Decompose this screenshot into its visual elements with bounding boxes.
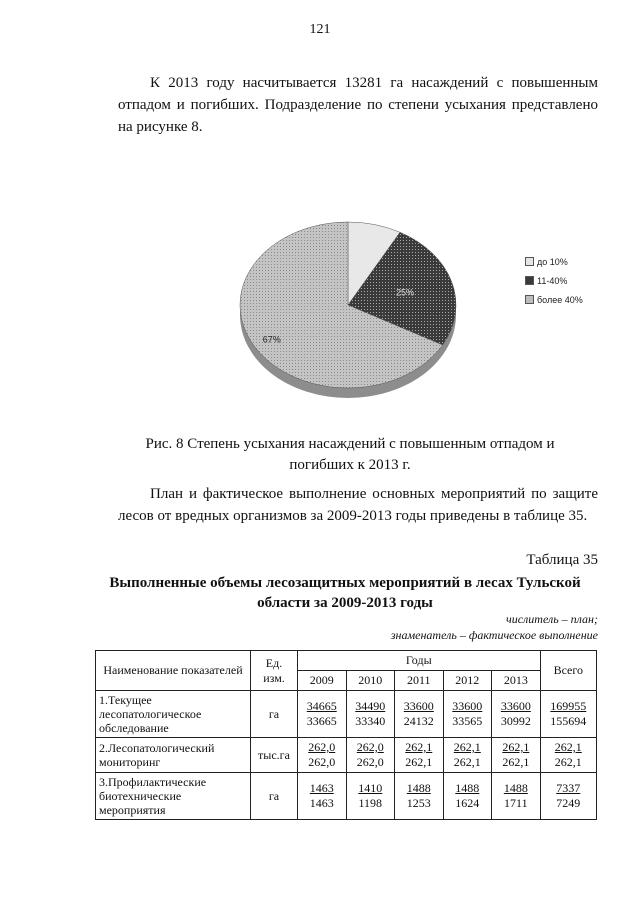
value-cell	[346, 773, 395, 820]
value-cell	[492, 738, 541, 773]
value-cell	[443, 773, 492, 820]
chart-legend	[525, 252, 583, 309]
value-cell	[298, 691, 347, 738]
value-cell	[346, 738, 395, 773]
legend-label-3: более 40%	[537, 294, 583, 305]
plan-value: 1463	[309, 781, 334, 795]
plan-value: 262,0	[308, 740, 336, 754]
pie-data-label-2: 67%	[262, 334, 281, 345]
table-notes	[391, 611, 598, 643]
header-name: Наименование показателей	[96, 651, 251, 691]
fact-value: 262,1	[405, 755, 433, 769]
value-cell	[395, 773, 444, 820]
table-row	[96, 773, 597, 820]
plan-value: 262,1	[502, 740, 530, 754]
figure-caption: Рис. 8 Степень усыхания насаждений с повышенным отпадом и погибших к 2013 г.	[145, 436, 555, 473]
table-header-row	[96, 651, 597, 671]
fact-value: 30992	[500, 714, 531, 728]
paragraph-table-intro: План и фактическое выполнение основных мероприятий по защите лесов от вредных организмов за 2009-2013 годы приведены в таблице 35.	[118, 486, 598, 524]
plan-value: 33600	[452, 699, 483, 713]
header-years: Годы	[298, 651, 541, 671]
fact-value: 24132	[403, 714, 434, 728]
note-numerator: числитель – план;	[506, 612, 598, 626]
value-cell	[298, 738, 347, 773]
row-unit: тыс.га	[251, 738, 298, 773]
fact-value: 33665	[306, 714, 337, 728]
plan-value: 34490	[355, 699, 386, 713]
plan-value: 1410	[358, 781, 383, 795]
value-cell	[298, 773, 347, 820]
table-row	[96, 738, 597, 773]
row-unit: га	[251, 773, 298, 820]
total-plan-value: 262,1	[554, 740, 582, 754]
fact-value: 33340	[355, 714, 386, 728]
fact-value: 1711	[504, 796, 528, 810]
value-cell	[443, 738, 492, 773]
legend-item-1	[525, 252, 583, 271]
fact-value: 1198	[358, 796, 383, 810]
fact-value: 33565	[452, 714, 483, 728]
legend-label-1: до 10%	[537, 256, 568, 267]
plan-value: 33600	[403, 699, 434, 713]
value-cell	[395, 691, 444, 738]
fact-value: 262,0	[308, 755, 336, 769]
pie-data-label-1: 25%	[396, 287, 415, 298]
plan-value: 262,1	[405, 740, 433, 754]
plan-value: 1488	[406, 781, 431, 795]
page-number: 121	[309, 22, 331, 37]
total-fact-value: 155694	[550, 714, 587, 728]
total-fact-value: 262,1	[554, 755, 582, 769]
fact-value: 1624	[455, 796, 480, 810]
value-cell	[492, 773, 541, 820]
plan-value: 34665	[306, 699, 337, 713]
year-cell: 2011	[395, 671, 444, 691]
value-cell	[492, 691, 541, 738]
legend-swatch-icon	[525, 295, 534, 304]
fact-value: 262,1	[453, 755, 481, 769]
plan-value: 262,1	[453, 740, 481, 754]
total-cell	[540, 738, 596, 773]
year-cell: 2012	[443, 671, 492, 691]
legend-swatch-icon	[525, 257, 534, 266]
table-title: Выполненные объемы лесозащитных мероприятий в лесах Тульской области за 2009-2013 годы	[109, 575, 581, 611]
measures-table	[95, 650, 597, 820]
plan-value: 33600	[500, 699, 531, 713]
legend-item-3	[525, 290, 583, 309]
header-unit: Ед. изм.	[251, 651, 298, 691]
total-plan-value: 169955	[550, 699, 587, 713]
total-fact-value: 7249	[556, 796, 581, 810]
value-cell	[443, 691, 492, 738]
year-cell: 2010	[346, 671, 395, 691]
year-cell: 2013	[492, 671, 541, 691]
note-denominator: знаменатель – фактическое выполнение	[390, 628, 598, 642]
plan-value: 262,0	[356, 740, 384, 754]
row-name: 2.Лесопатологический мониторинг	[96, 738, 251, 773]
plan-value: 1488	[455, 781, 480, 795]
value-cell	[346, 691, 395, 738]
legend-item-2	[525, 271, 583, 290]
row-unit: га	[251, 691, 298, 738]
legend-label-2: 11-40%	[537, 275, 568, 286]
fact-value: 1463	[309, 796, 334, 810]
total-cell	[540, 773, 596, 820]
value-cell	[395, 738, 444, 773]
legend-swatch-icon	[525, 276, 534, 285]
row-name: 3.Профилактические биотехнические мероприятия	[96, 773, 251, 820]
fact-value: 1253	[406, 796, 431, 810]
table-row	[96, 691, 597, 738]
header-total: Всего	[540, 651, 596, 691]
fact-value: 262,0	[356, 755, 384, 769]
paragraph-intro: К 2013 году насчитывается 13281 га насаждений с повышенным отпадом и погибших. Подразделение по степени усыхания представлено на рисунке 8.	[118, 75, 598, 135]
fact-value: 262,1	[502, 755, 530, 769]
row-name: 1.Текущее лесопатологическое обследование	[96, 691, 251, 738]
year-cell: 2009	[298, 671, 347, 691]
total-plan-value: 7337	[556, 781, 581, 795]
plan-value: 1488	[503, 781, 528, 795]
total-cell	[540, 691, 596, 738]
table-label: Таблица 35	[526, 552, 598, 568]
